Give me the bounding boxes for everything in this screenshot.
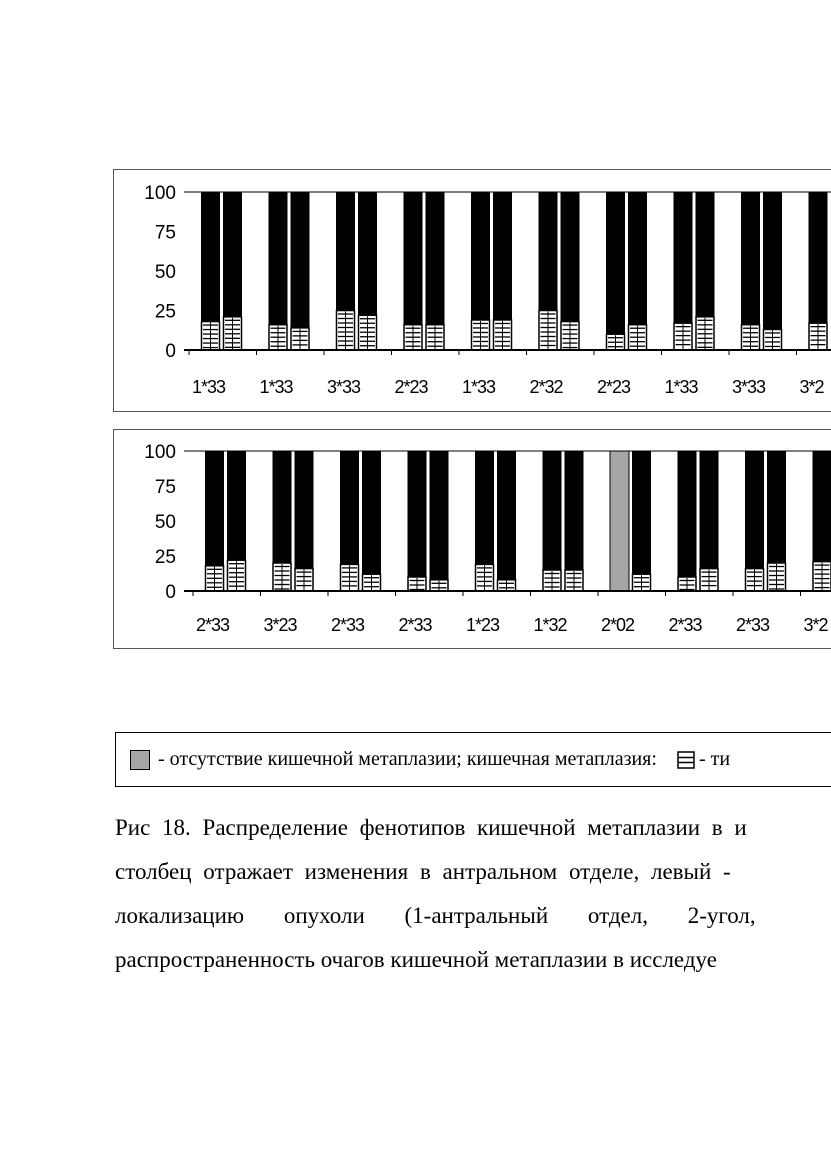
top-bar-right-2-black-segment (358, 192, 377, 315)
top-bar-left-8 (741, 192, 760, 350)
top-bar-left-5 (539, 192, 558, 350)
top-bar-left-8-black-segment (741, 192, 760, 325)
bottom-bar-left-5 (543, 451, 562, 591)
legend-absent-label: - отсутствие кишечной метаплазии; кишечная метаплазия: (158, 748, 657, 770)
top-bar-left-3-black-segment (404, 192, 423, 325)
top-bar-left-6 (606, 192, 625, 350)
top-bar-right-8-black-segment (763, 192, 782, 329)
top-bar-left-1-black-segment (269, 192, 288, 325)
bottom-bar-right-0-black-segment (227, 451, 246, 560)
bottom-bar-right-4 (497, 451, 516, 591)
bottom-bar-right-2 (362, 451, 381, 591)
top-bar-left-4-black-segment (471, 192, 490, 320)
top-bar-left-7-black-segment (674, 192, 693, 323)
bottom-bar-left-6 (610, 451, 629, 591)
bottom-category-label: 2*33 (398, 615, 432, 635)
legend-type-label: - ти (698, 748, 731, 770)
top-category-label: 1*33 (462, 377, 496, 397)
bottom-bar-right-8-black-segment (767, 451, 786, 563)
bottom-bar-left-8-black-segment (745, 451, 764, 569)
top-category-label: 1*33 (664, 377, 698, 397)
top-bar-left-7 (674, 192, 693, 350)
top-ytick-label: 75 (154, 222, 176, 244)
bottom-bar-right-7-black-segment (700, 451, 719, 569)
bottom-ytick-label: 25 (154, 547, 176, 568)
caption-line-4: распространенность очагов кишечной метаплазии в исследуе (115, 947, 717, 972)
bottom-bar-right-8 (767, 451, 786, 591)
bottom-category-label: 3*23 (263, 615, 297, 635)
bottom-bar-left-5-black-segment (543, 451, 562, 570)
bottom-category-label: 2*33 (736, 615, 770, 635)
top-bar-left-3 (404, 192, 423, 350)
bottom-bar-right-1-black-segment (295, 451, 314, 569)
bottom-bar-right-1 (295, 451, 314, 591)
caption-line-3: локализацию опухоли (1-антральный отдел, 2-угол, (115, 903, 756, 928)
bottom-bar-left-2 (340, 451, 359, 591)
top-bar-left-6-black-segment (606, 192, 625, 334)
bottom-bar-left-0-black-segment (205, 451, 224, 566)
top-bar-right-0-black-segment (223, 192, 242, 317)
bottom-bar-left-1-black-segment (273, 451, 292, 563)
top-bar-left-2-black-segment (336, 192, 355, 311)
chart-bottom-frame (113, 429, 831, 649)
bottom-category-label: 2*02 (601, 615, 635, 635)
top-bar-left-9-black-segment (809, 192, 828, 323)
top-bar-left-9 (809, 192, 828, 350)
top-category-label: 3*33 (732, 377, 766, 397)
bottom-bar-right-7 (700, 451, 719, 591)
top-bar-left-5-black-segment (539, 192, 558, 311)
top-bar-left-2 (336, 192, 355, 350)
bottom-category-label: 1*32 (533, 615, 567, 635)
legend-box (115, 732, 831, 787)
bottom-bar-right-3 (430, 451, 449, 591)
bottom-bar-right-6-black-segment (632, 451, 651, 574)
top-ytick-label: 50 (154, 262, 176, 283)
top-bar-right-6 (628, 192, 647, 350)
bottom-ytick-label: 50 (154, 512, 176, 533)
bottom-bar-left-1 (273, 451, 292, 591)
top-bar-right-1-black-segment (291, 192, 310, 328)
legend-hatch-swatch-icon (677, 751, 695, 769)
top-bar-right-8 (763, 192, 782, 350)
top-bar-right-1 (291, 192, 310, 350)
top-bar-right-3-black-segment (426, 192, 445, 325)
top-category-label: 3*33 (327, 377, 361, 397)
bottom-bar-left-2-black-segment (340, 451, 359, 564)
top-bar-left-0-black-segment (201, 192, 220, 322)
chart-top-frame (113, 169, 831, 412)
top-bar-right-3 (426, 192, 445, 350)
bottom-bar-left-6-absent-segment (610, 451, 629, 591)
top-bar-right-4 (493, 192, 512, 350)
top-bar-right-0 (223, 192, 242, 350)
top-category-label: 1*33 (259, 377, 293, 397)
bottom-bar-right-5 (565, 451, 584, 591)
top-bar-right-2 (358, 192, 377, 350)
bottom-bar-right-3-black-segment (430, 451, 449, 580)
top-category-label: 2*23 (597, 377, 631, 397)
top-category-label: 2*32 (529, 377, 563, 397)
top-category-label: 2*23 (394, 377, 428, 397)
top-bar-right-5 (561, 192, 580, 350)
bottom-category-label: 2*33 (668, 615, 702, 635)
bottom-bar-left-3 (408, 451, 427, 591)
top-category-label: 3*2 (799, 377, 824, 397)
top-bar-right-7-black-segment (696, 192, 715, 317)
figure-caption (115, 806, 831, 982)
bottom-bar-left-4 (475, 451, 494, 591)
bottom-bar-right-2-black-segment (362, 451, 381, 574)
top-bar-right-5-black-segment (561, 192, 580, 322)
bottom-bar-right-5-black-segment (565, 451, 584, 570)
bottom-category-label: 1*23 (466, 615, 500, 635)
top-category-label: 1*33 (192, 377, 226, 397)
caption-line-1: Рис 18. Распределение фенотипов кишечной метаплазии в и (115, 815, 747, 840)
chart-top (114, 170, 831, 413)
bottom-bar-left-4-black-segment (475, 451, 494, 564)
bottom-bar-left-7-black-segment (678, 451, 697, 577)
bottom-bar-right-0 (227, 451, 246, 591)
top-bar-left-4 (471, 192, 490, 350)
bottom-category-label: 3*2 (803, 615, 828, 635)
bottom-bar-left-0 (205, 451, 224, 591)
top-ytick-label: 25 (154, 301, 176, 323)
top-bar-right-4-black-segment (493, 192, 512, 320)
bottom-bar-right-4-black-segment (497, 451, 516, 580)
bottom-ytick-label: 75 (154, 477, 176, 498)
top-bar-right-7 (696, 192, 715, 350)
bottom-bar-left-9 (813, 451, 831, 591)
bottom-category-label: 2*33 (331, 615, 365, 635)
caption-line-2: столбец отражает изменения в антральном отделе, левый - (115, 859, 731, 884)
top-bar-left-0 (201, 192, 220, 350)
legend-gray-swatch (130, 750, 150, 770)
bottom-ytick-label: 0 (165, 582, 176, 603)
top-ytick-label: 0 (165, 341, 176, 362)
bottom-ytick-label: 100 (144, 442, 176, 463)
chart-bottom (114, 430, 831, 650)
bottom-bar-left-3-black-segment (408, 451, 427, 577)
bottom-bar-left-7 (678, 451, 697, 591)
bottom-bar-right-6 (632, 451, 651, 591)
top-bar-left-1 (269, 192, 288, 350)
bottom-category-label: 2*33 (196, 615, 230, 635)
top-bar-right-6-black-segment (628, 192, 647, 325)
bottom-bar-left-8 (745, 451, 764, 591)
bottom-bar-left-9-black-segment (813, 451, 831, 562)
top-ytick-label: 100 (144, 183, 176, 204)
